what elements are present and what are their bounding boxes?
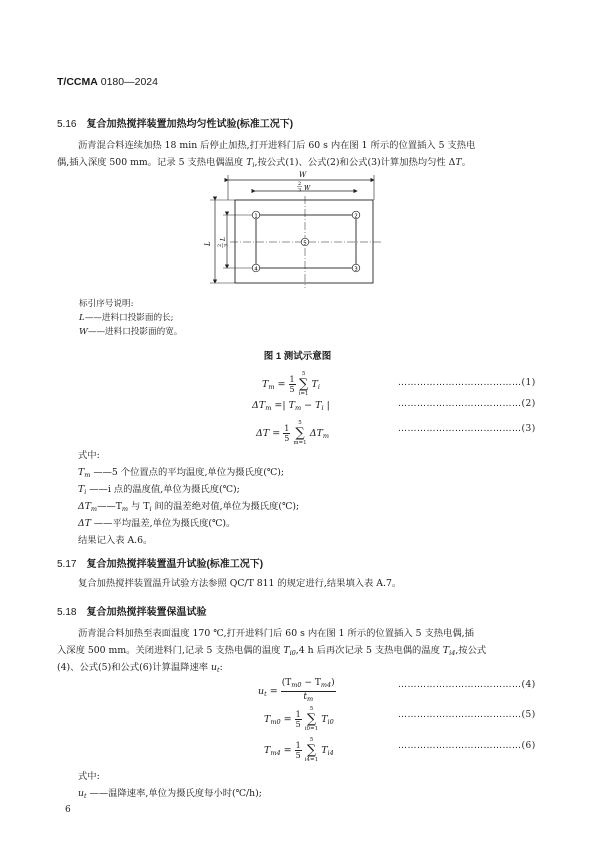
where-row-Ti: $T_i$ ——i 点的温度值,单位为摄氏度(℃);: [78, 484, 240, 496]
svg-text:2: 2: [298, 181, 302, 187]
where-row-dT: ΔT ——平均温差,单位为摄氏度(℃)。: [78, 518, 236, 529]
equation-6: $T_{m4}$ = $\frac{1}{5}$ 5 ∑ i4=1 $T_{i4}$: [264, 737, 334, 763]
equation-4: $u_t$ = $\frac{(T_{m0} - T_{m4})}{t_m}$: [258, 678, 335, 703]
svg-text:1: 1: [254, 213, 258, 220]
section-5-18-line3: (4)、公式(5)和公式(6)计算温降速率 $u_t$:: [57, 662, 223, 674]
where-title-2: 式中:: [78, 771, 100, 782]
measurement-point-5: [301, 238, 309, 246]
svg-text:L: L: [220, 237, 227, 241]
svg-text:3: 3: [354, 266, 358, 273]
where-row-dTm: $\Delta T_m——T_m$ 与 $T_i$ 间的温差绝对值,单位为摄氏度(℃);: [78, 501, 300, 513]
section-5-18-line1: 沥青混合料加热至表面温度 170 ℃,打开进料门后 60 s 内在图 1 所示的位置插入 5 支热电偶,插: [78, 628, 474, 639]
equation-5: $T_{m0}$ = $\frac{1}{5}$ 5 ∑ i0=1 $T_{i0}$: [264, 706, 334, 732]
where-title-1: 式中:: [78, 450, 100, 461]
svg-text:3: 3: [223, 243, 230, 247]
equation-6-tag: …………………………………(6): [398, 741, 536, 751]
legend-item-W: W——进料口投影面的宽。: [79, 327, 183, 337]
equation-5-tag: …………………………………(5): [398, 710, 536, 720]
equation-1-tag: …………………………………(1): [398, 378, 536, 388]
equation-3: ΔT = $\frac{1}{5}$ 5 ∑ m=1 $\Delta T_m$: [256, 420, 330, 446]
equation-4-tag: …………………………………(4): [398, 680, 536, 690]
svg-text:3: 3: [298, 187, 302, 194]
length-label: L: [204, 241, 212, 246]
section-5-16-para-line1: 沥青混合料连续加热 18 min 后停止加热,打开进料门后 60 s 内在图 1 所示的位置插入 5 支热电: [78, 140, 476, 151]
section-5-16-heading: [57, 115, 293, 130]
svg-text:2: 2: [354, 213, 358, 220]
equation-3-tag: …………………………………(3): [398, 424, 536, 434]
width-label: W: [299, 171, 307, 179]
section-number: 5.16: [57, 119, 77, 130]
section-5-17-para: 复合加热搅拌装置温升试验方法参照 QC/T 811 的规定进行,结果填入表 A.7。: [78, 578, 402, 589]
measurement-point-1: [252, 211, 260, 219]
figure-legend: [79, 297, 182, 339]
legend-title: 标引序号说明:: [79, 299, 134, 309]
section-title: 复合加热搅拌装置加热均匀性试验(标准工况下): [86, 119, 294, 130]
test-schematic-figure: [195, 168, 395, 293]
equation-1: $T_m$ = $\frac{1}{5}$ 5 ∑ i=1 $T_i$: [262, 371, 320, 397]
legend-item-L: L——进料口投影面的长;: [79, 313, 174, 323]
equation-2-tag: …………………………………(2): [398, 399, 536, 409]
standard-number: 0180—2024: [100, 76, 158, 88]
result-note-a6: 结果记入表 A.6。: [78, 535, 153, 546]
section-5-17-heading: 5.17 复合加热搅拌装置温升试验(标准工况下): [57, 559, 264, 570]
svg-text:4: 4: [254, 266, 258, 273]
standard-header: [57, 76, 158, 88]
svg-text:5: 5: [303, 240, 307, 247]
equation-2: $\Delta T_m$ =| $T_m - T_i$ |: [252, 400, 330, 412]
page-number: 6: [65, 805, 71, 815]
measurement-point-2: [352, 211, 360, 219]
measurement-point-4: [252, 264, 260, 272]
where-row-Tm: $T_m$ ——5 个位置点的平均温度,单位为摄氏度(℃);: [78, 467, 284, 479]
section-5-18-heading: 5.18 复合加热搅拌装置保温试验: [57, 607, 207, 618]
standard-prefix: T/CCMA: [57, 76, 98, 88]
where-row-ut: $u_t$ ——温降速率,单位为摄氏度每小时(℃/h);: [78, 788, 262, 800]
measurement-point-3: [352, 264, 360, 272]
figure-caption: 图 1 测试示意图: [263, 351, 332, 362]
svg-text:W: W: [304, 185, 311, 192]
section-5-18-line2: 入深度 500 mm。关闭进料门,记录 5 支热电偶的温度 $T_{i0},4$ h 后再次记录 5 支热电偶的温度 $T_{i4}$,按公式: [57, 645, 487, 657]
svg-text:2: 2: [217, 243, 223, 247]
section-5-16-para-line2: 偶,插入深度 500 mm。记录 5 支热电偶温度 $T_i$,按公式(1)、公式(2)和公式(3)计算加热均匀性 ΔT。: [57, 157, 471, 169]
